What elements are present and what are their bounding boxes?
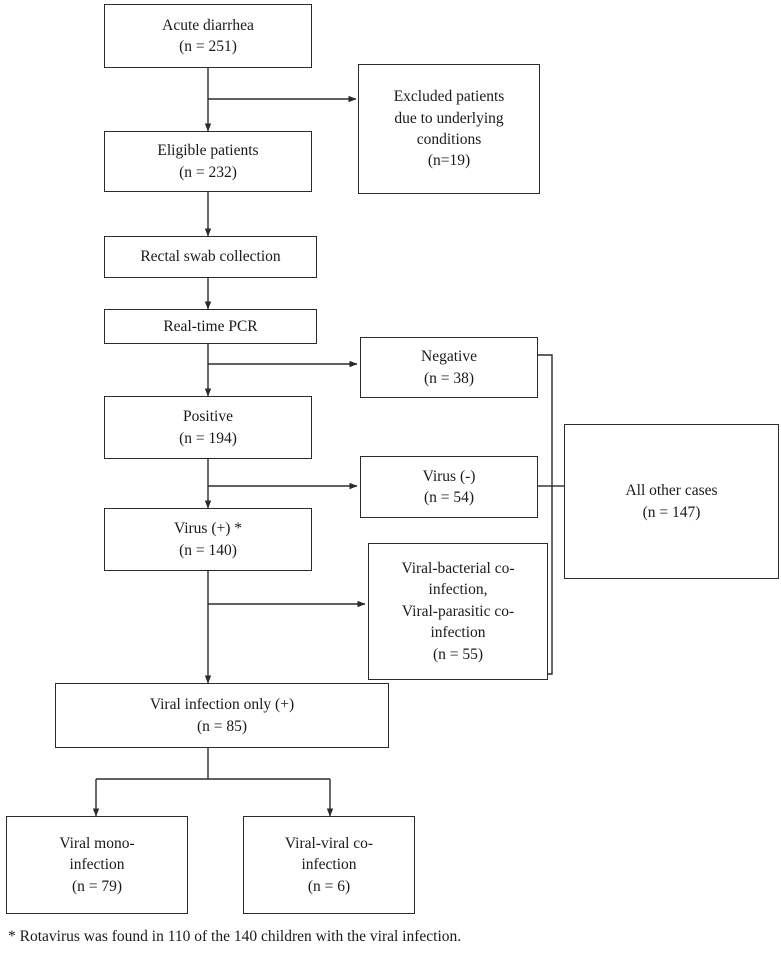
node-coinfection: [368, 543, 548, 680]
node-line: (n = 6): [307, 877, 351, 895]
node-positive: [104, 396, 312, 459]
node-line: infection: [430, 624, 486, 642]
node-all-other-cases: [564, 424, 779, 579]
node-excluded-patients: [358, 64, 540, 194]
node-line: Viral-parasitic co-: [401, 602, 515, 620]
node-viral-mono-infection: [6, 816, 188, 914]
node-line: infection: [69, 856, 125, 874]
node-line: (n = 55): [432, 645, 484, 663]
node-line: conditions: [416, 131, 482, 148]
node-line: (n = 54): [423, 489, 475, 506]
node-line: Negative: [421, 348, 477, 366]
node-line: Excluded patients: [393, 88, 505, 106]
node-line: (n = 85): [196, 717, 248, 735]
node-line: (n = 232): [179, 163, 237, 181]
node-line: Acute diarrhea: [162, 16, 254, 34]
node-virus-negative: [360, 456, 538, 518]
node-line: Real-time PCR: [163, 317, 258, 335]
node-line: Virus (-): [422, 467, 476, 485]
node-rectal-swab-collection: [104, 236, 317, 278]
node-line: Eligible patients: [157, 142, 259, 160]
node-line: (n = 194): [179, 429, 237, 447]
node-line: (n = 251): [179, 38, 237, 55]
node-viral-viral-coinfection: [243, 816, 415, 914]
node-real-time-pcr: [104, 309, 317, 344]
node-viral-infection-only: [55, 683, 389, 748]
node-line: Virus (+) *: [173, 520, 243, 538]
node-acute-diarrhea: [104, 4, 312, 68]
node-line: Viral-viral co-: [284, 834, 374, 852]
node-line: due to underlying: [394, 109, 504, 127]
node-line: Rectal swab collection: [140, 248, 281, 266]
node-line: infection,: [428, 581, 488, 599]
node-line: (n=19): [427, 152, 471, 170]
footnote-text: * Rotavirus was found in 110 of the 140 children with the viral infection.: [8, 928, 462, 945]
node-line: (n = 147): [642, 503, 701, 521]
node-negative: [360, 337, 538, 398]
node-line: (n = 79): [71, 877, 123, 895]
node-line: Positive: [183, 408, 233, 426]
node-line: Viral mono-: [59, 834, 135, 852]
node-eligible-patients: [104, 131, 312, 192]
node-line: (n = 140): [179, 541, 237, 559]
node-virus-positive: [104, 508, 312, 571]
node-line: All other cases: [625, 482, 718, 500]
node-line: Viral infection only (+): [149, 696, 295, 714]
node-line: Viral-bacterial co-: [401, 560, 515, 578]
node-line: (n = 38): [423, 369, 475, 387]
node-line: infection: [301, 856, 357, 874]
